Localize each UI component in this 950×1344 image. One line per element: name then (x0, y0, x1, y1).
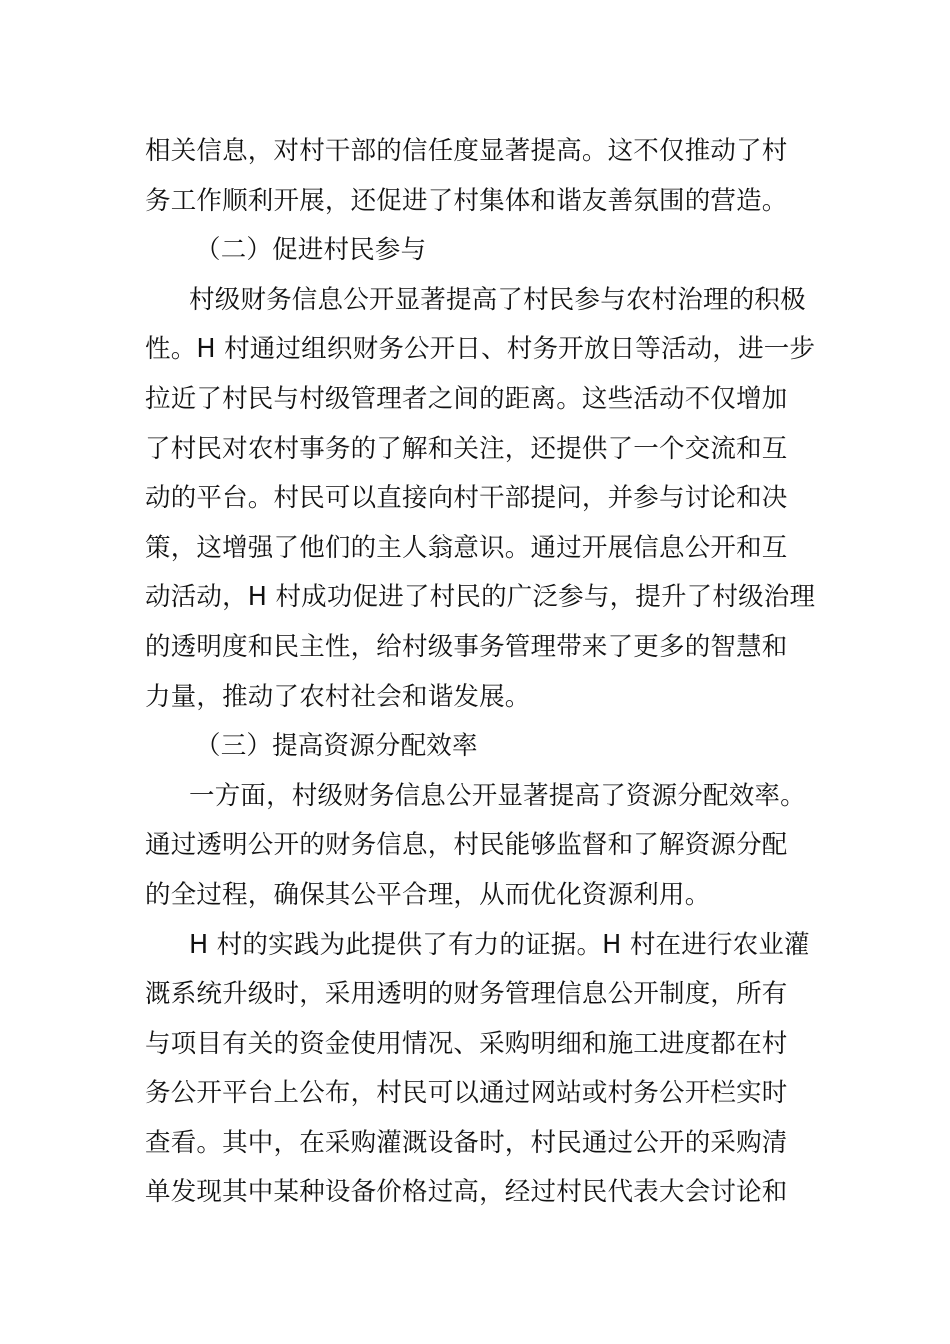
text-line: 动的平台。村民可以直接向村干部提问，并参与讨论和决 (145, 483, 788, 514)
text-line: 拉近了村民与村级管理者之间的距离。这些活动不仅增加 (145, 383, 788, 414)
text-line: 性。H 村通过组织财务公开日、村务开放日等活动，进一步 (145, 334, 816, 365)
text-line: 了村民对农村事务的了解和关注，还提供了一个交流和互 (145, 433, 788, 464)
text-line: 动活动，H 村成功促进了村民的广泛参与，提升了村级治理 (145, 582, 816, 613)
section-heading: （二）促进村民参与 (195, 235, 427, 266)
paragraph-first-line: H 村的实践为此提供了有力的证据。H 村在进行农业灌 (189, 929, 810, 960)
text-line: 力量，推动了农村社会和谐发展。 (145, 681, 531, 712)
text-line: 的全过程，确保其公平合理，从而优化资源利用。 (145, 879, 711, 910)
text-line: 通过透明公开的财务信息，村民能够监督和了解资源分配 (145, 830, 788, 861)
text-line: 务工作顺利开展，还促进了村集体和谐友善氛围的营造。 (145, 185, 788, 216)
paragraph-first-line: 一方面，村级财务信息公开显著提高了资源分配效率。 (189, 780, 806, 811)
text-line: 单发现其中某种设备价格过高，经过村民代表大会讨论和 (145, 1177, 788, 1208)
text-line: 查看。其中，在采购灌溉设备时，村民通过公开的采购清 (145, 1127, 788, 1158)
text-line: 策，这增强了他们的主人翁意识。通过开展信息公开和互 (145, 532, 788, 563)
text-line: 相关信息，对村干部的信任度显著提高。这不仅推动了村 (145, 136, 788, 166)
document-body (145, 127, 815, 1218)
text-line: 与项目有关的资金使用情况、采购明细和施工进度都在村 (145, 1028, 788, 1059)
text-line: 务公开平台上公布，村民可以通过网站或村务公开栏实时 (145, 1078, 788, 1109)
text-line: 溉系统升级时，采用透明的财务管理信息公开制度，所有 (145, 979, 788, 1010)
paragraph-first-line: 村级财务信息公开显著提高了村民参与农村治理的积极 (189, 284, 806, 315)
section-heading: （三）提高资源分配效率 (195, 731, 478, 762)
text-line: 的透明度和民主性，给村级事务管理带来了更多的智慧和 (145, 631, 788, 662)
